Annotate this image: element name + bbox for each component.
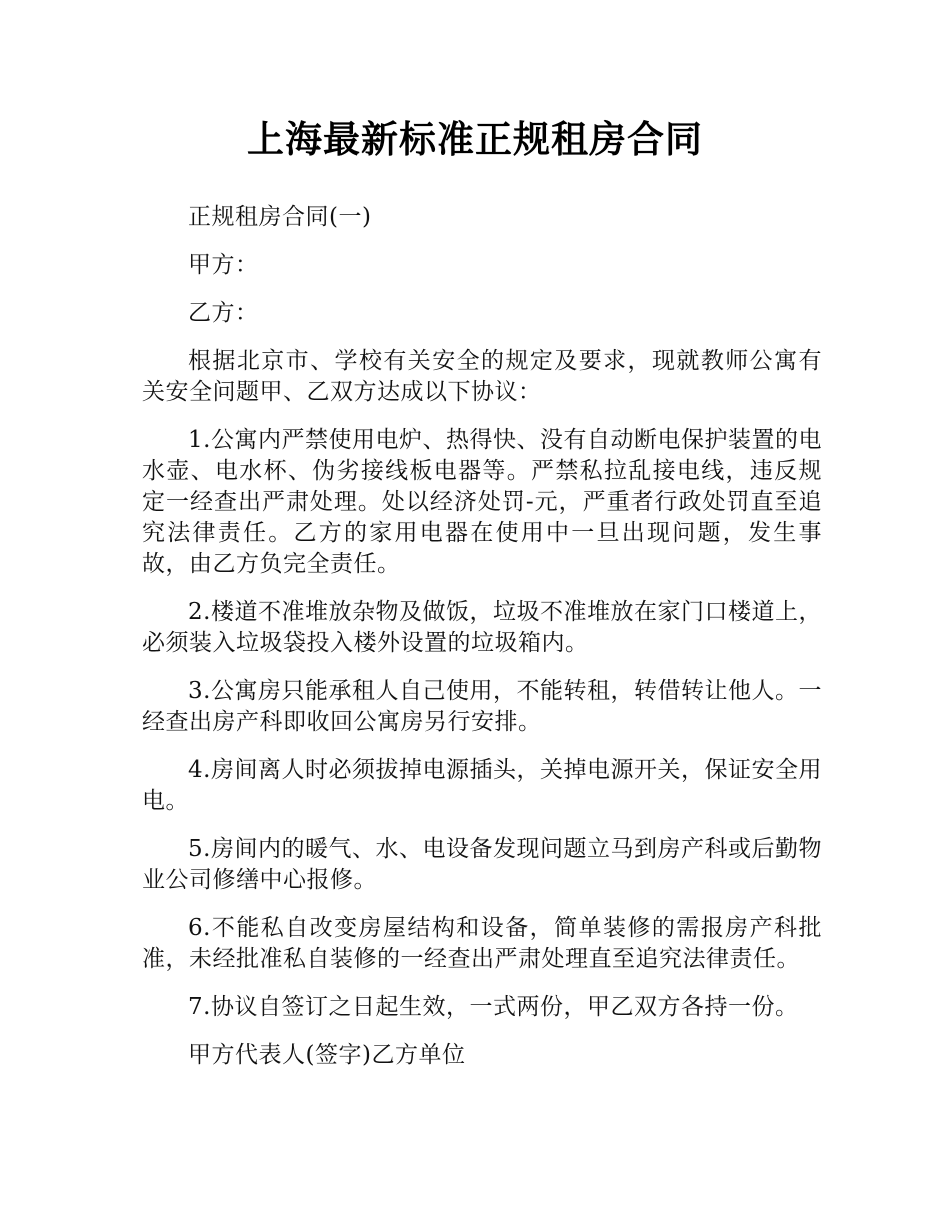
clause-6: 6.不能私自改变房屋结构和设备，简单装修的需报房产科批准，未经批准私自装修的一经查出严肃处理直至追究法律责任。 [142,915,822,972]
clause-5: 5.房间内的暖气、水、电设备发现问题立马到房产科或后勤物业公司修缮中心报修。 [142,836,822,893]
party-a-line: 甲方： [188,252,259,278]
clause-2: 2.楼道不准堆放杂物及做饭，垃圾不准堆放在家门口楼道上，必须装入垃圾袋投入楼外设置的垃圾箱内。 [142,599,822,656]
contract-subtitle: 正规租房合同(一) [188,204,372,230]
document-title: 上海最新标准正规租房合同 [247,118,703,161]
clause-4: 4.房间离人时必须拔掉电源插头，关掉电源开关，保证安全用电。 [142,757,822,814]
document-body [142,202,822,1088]
party-b-line: 乙方： [188,300,259,326]
preamble-paragraph: 根据北京市、学校有关安全的规定及要求，现就教师公寓有关安全问题甲、乙双方达成以下协议： [142,348,822,405]
clause-3: 3.公寓房只能承租人自己使用，不能转租，转借转让他人。一经查出房产科即收回公寓房另行安排。 [142,678,822,735]
clause-1: 1.公寓内严禁使用电炉、热得快、没有自动断电保护装置的电水壶、电水杯、伪劣接线板电器等。严禁私拉乱接电线，违反规定一经查出严肃处理。处以经济处罚-元，严重者行政处罚直至追究法律责任。乙方的家用电器在使用中一旦出现问题，发生事故，由乙方负完全责任。 [142,427,822,577]
signature-line: 甲方代表人(签字)乙方单位 [188,1042,466,1068]
clause-7: 7.协议自签订之日起生效，一式两份，甲乙双方各持一份。 [188,994,799,1020]
